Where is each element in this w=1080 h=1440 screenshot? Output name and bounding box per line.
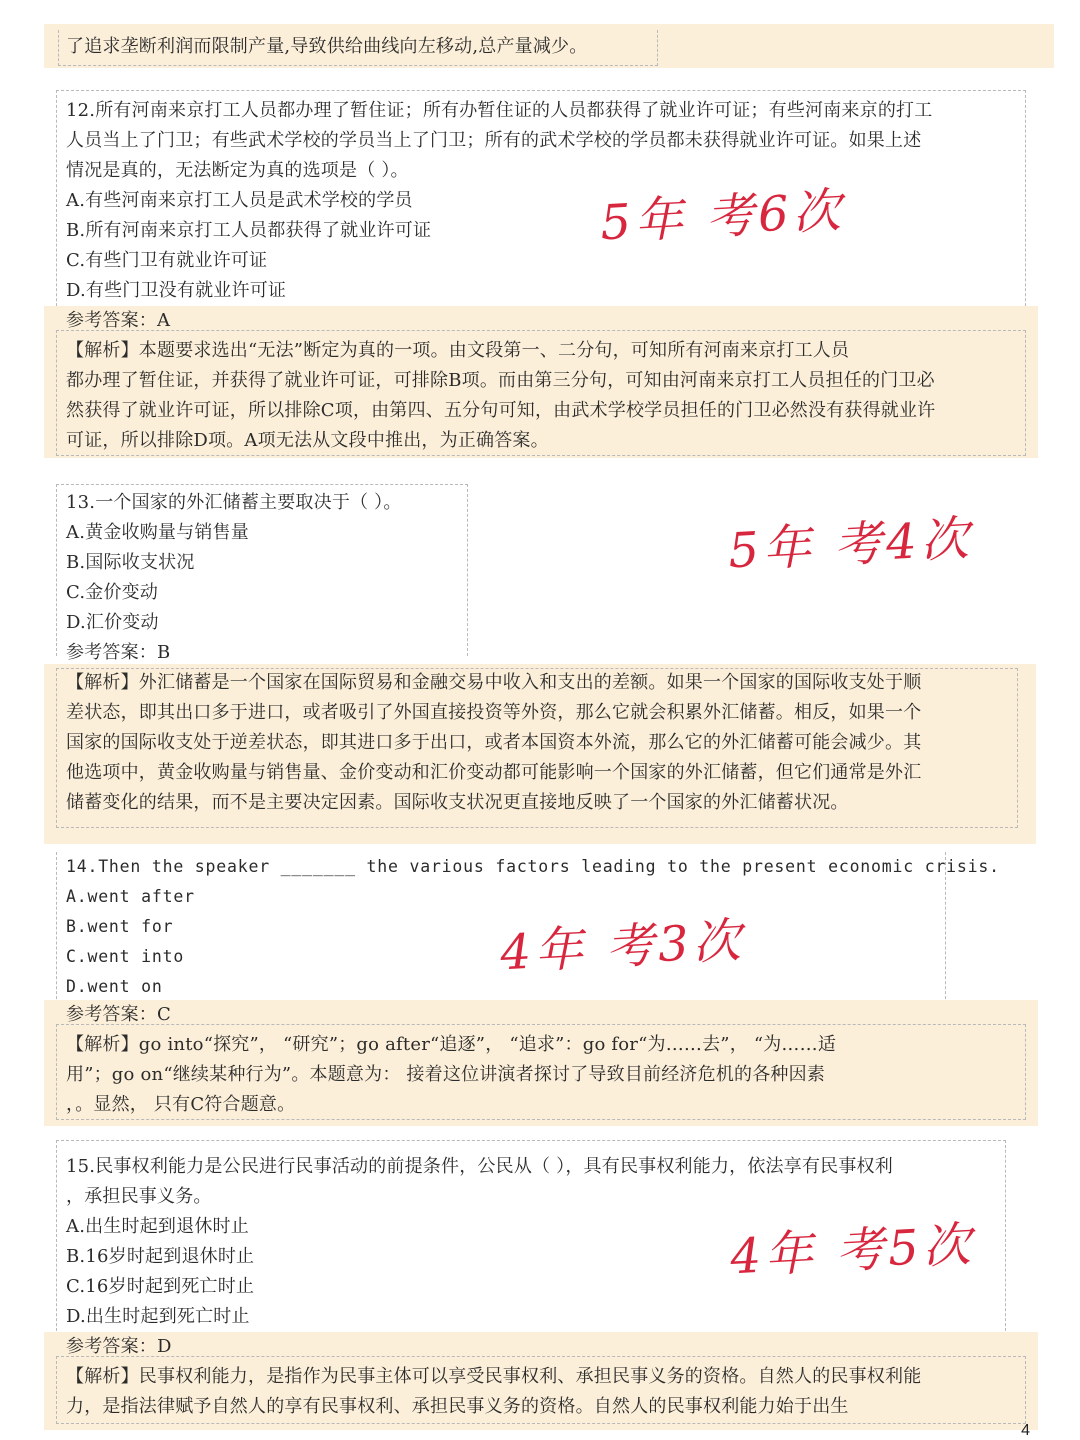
q14-option-d: D.went on bbox=[66, 977, 163, 996]
q15-analysis-line-1: 【解析】民事权利能力，是指作为民事主体可以享受民事权利、承担民事义务的资格。自然人的民事权利能 bbox=[66, 1366, 922, 1387]
q15-stem-line-1: 15.民事权利能力是公民进行民事活动的前提条件，公民从（ ），具有民事权利能力，依法享有民事权利 bbox=[66, 1156, 893, 1177]
q13-analysis-line-5: 储蓄变化的结果，而不是主要决定因素。国际收支状况更直接地反映了一个国家的外汇储蓄状况。 bbox=[66, 792, 849, 813]
q14-analysis-line-3: ，。显然， 只有C符合题意。 bbox=[66, 1094, 296, 1115]
q12-stem-line-1: 12.所有河南来京打工人员都办理了暂住证；所有办暂住证的人员都获得了就业许可证；有些河南来京的打工 bbox=[66, 100, 933, 121]
q15-analysis-line-2: 力，是指法律赋予自然人的享有民事权利、承担民事义务的资格。自然人的民事权利能力始于出生 bbox=[66, 1396, 849, 1417]
q14-option-a: A.went after bbox=[66, 887, 195, 906]
q15-option-b: B.16岁时起到退休时止 bbox=[66, 1246, 255, 1267]
q12-option-c: C.有些门卫有就业许可证 bbox=[66, 250, 268, 271]
q14-frequency-annotation: 4年 考3次 bbox=[498, 912, 746, 982]
q12-analysis-line-2: 都办理了暂住证，并获得了就业许可证，可排除B项。而由第三分句，可知由河南来京打工人员担任的门卫必 bbox=[66, 370, 935, 391]
q13-analysis-line-4: 他选项中，黄金收购量与销售量、金价变动和汇价变动都可能影响一个国家的外汇储蓄，但它们通常是外汇 bbox=[66, 762, 922, 783]
q12-option-d: D.有些门卫没有就业许可证 bbox=[66, 280, 287, 301]
q15-frequency-annotation: 4年 考5次 bbox=[728, 1216, 976, 1286]
q13-option-b: B.国际收支状况 bbox=[66, 552, 195, 573]
q14-option-c: C.went into bbox=[66, 947, 185, 966]
q15-option-d: D.出生时起到死亡时止 bbox=[66, 1306, 250, 1327]
q12-option-b: B.所有河南来京打工人员都获得了就业许可证 bbox=[66, 220, 432, 241]
q12-stem-line-3: 情况是真的，无法断定为真的选项是（ ）。 bbox=[66, 160, 409, 181]
q12-analysis-line-3: 然获得了就业许可证，所以排除C项，由第四、五分句可知，由武术学校学员担任的门卫必然没有获得就业许 bbox=[66, 400, 936, 421]
q13-analysis-line-1: 【解析】外汇储蓄是一个国家在国际贸易和金融交易中收入和支出的差额。如果一个国家的国际收支处于顺 bbox=[66, 672, 922, 693]
q13-stem: 13.一个国家的外汇储蓄主要取决于（ ）。 bbox=[66, 492, 402, 513]
q12-answer: 参考答案：A bbox=[66, 310, 171, 331]
q13-analysis-line-3: 国家的国际收支处于逆差状态，即其进口多于出口，或者本国资本外流，那么它的外汇储蓄可能会减少。其 bbox=[66, 732, 922, 753]
q12-analysis-line-4: 可证，所以排除D项。A项无法从文段中推出，为正确答案。 bbox=[66, 430, 549, 451]
q15-answer: 参考答案：D bbox=[66, 1336, 172, 1357]
q14-stem: 14.Then the speaker _______ the various factors leading to the present economic crisis. bbox=[66, 857, 1000, 876]
q13-option-a: A.黄金收购量与销售量 bbox=[66, 522, 249, 543]
q13-analysis-line-2: 差状态，即其出口多于进口，或者吸引了外国直接投资等外资，那么它就会积累外汇储蓄。相反，如果一个 bbox=[66, 702, 922, 723]
previous-analysis-fragment: 了追求垄断利润而限制产量,导致供给曲线向左移动,总产量减少。 bbox=[66, 36, 588, 57]
page-number: 4 bbox=[1021, 1422, 1030, 1439]
q13-answer: 参考答案：B bbox=[66, 642, 171, 663]
q12-option-a: A.有些河南来京打工人员是武术学校的学员 bbox=[66, 190, 413, 211]
q14-option-b: B.went for bbox=[66, 917, 174, 936]
q12-analysis-line-1: 【解析】本题要求选出“无法”断定为真的一项。由文段第一、二分句，可知所有河南来京打工人员 bbox=[66, 340, 850, 361]
q14-analysis-line-1: 【解析】go into“探究”， “研究”；go after“追逐”， “追求”：go for“为……去”， “为……适 bbox=[66, 1034, 837, 1055]
q13-option-d: D.汇价变动 bbox=[66, 612, 159, 633]
q13-frequency-annotation: 5年 考4次 bbox=[726, 510, 974, 580]
q14-answer: 参考答案：C bbox=[66, 1004, 171, 1025]
q15-stem-line-2: ，承担民事义务。 bbox=[66, 1186, 212, 1207]
q15-option-c: C.16岁时起到死亡时止 bbox=[66, 1276, 255, 1297]
q15-option-a: A.出生时起到退休时止 bbox=[66, 1216, 249, 1237]
q12-frequency-annotation: 5年 考6次 bbox=[598, 182, 846, 252]
q13-option-c: C.金价变动 bbox=[66, 582, 159, 603]
q12-stem-line-2: 人员当上了门卫；有些武术学校的学员当上了门卫；所有的武术学校的学员都未获得就业许可证。如果上述 bbox=[66, 130, 922, 151]
q14-analysis-line-2: 用”；go on“继续某种行为”。本题意为： 接着这位讲演者探讨了导致目前经济危机的各种因素 bbox=[66, 1064, 826, 1085]
